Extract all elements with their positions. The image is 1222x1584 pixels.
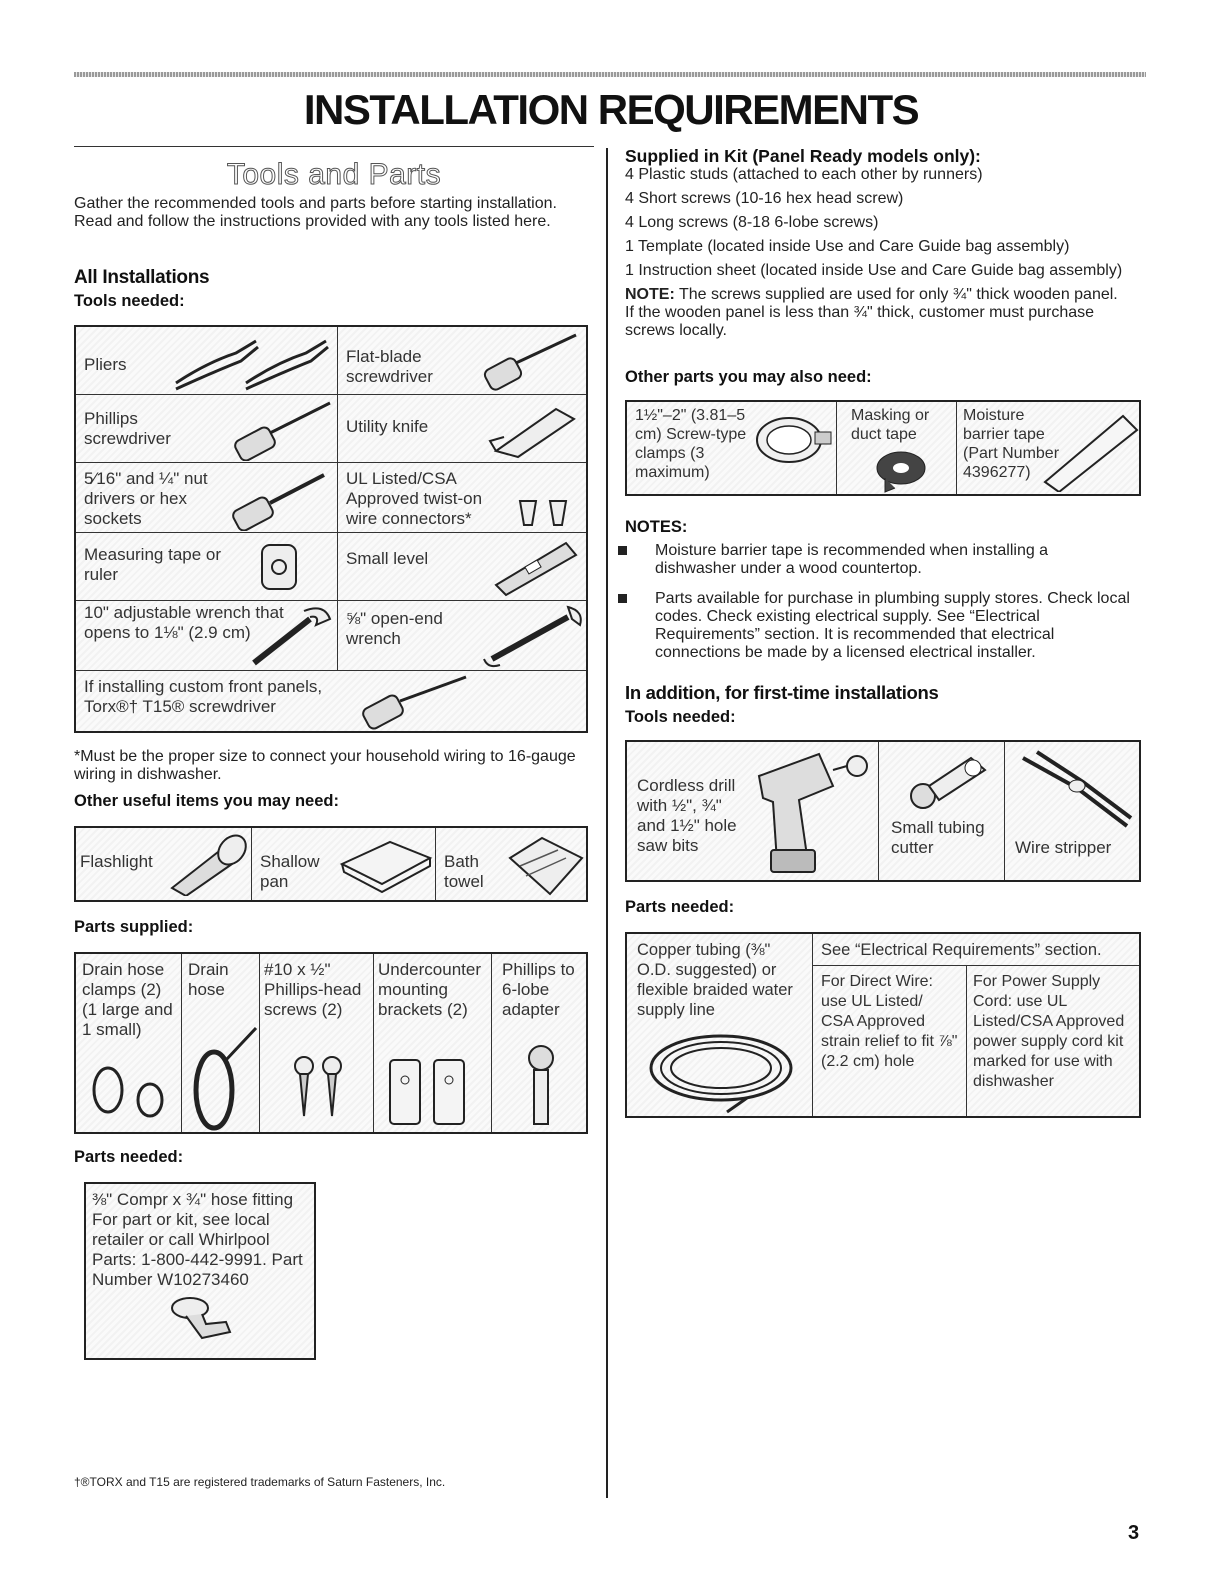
first-time-heading: In addition, for first-time installations [625, 682, 939, 703]
section-rule [74, 146, 594, 147]
part-duct-tape: Masking or duct tape [837, 402, 957, 494]
adapter-icon [516, 1044, 566, 1134]
other-parts-table [625, 400, 1141, 496]
fitting-line-4: Parts: 1-800-442-9991. Part [92, 1250, 303, 1269]
part-copper-tubing: Copper tubing (⅜" O.D. suggested) or flexible braided water supply line [627, 934, 813, 1116]
bullet [618, 546, 627, 555]
footnote: †®TORX and T15 are registered trademarks of Saturn Fasteners, Inc. [74, 1475, 446, 1489]
duct-tape-icon [871, 448, 931, 494]
fitting-line-1: ⅜" Compr x ¾" hose fitting [92, 1190, 294, 1209]
tool-open-end-wrench: ⅝" open-end wrench [338, 601, 586, 671]
parts-needed-label: Parts needed: [74, 1148, 184, 1166]
kit-note-text: The screws supplied are used for only ¾" thick wooden panel. If the wooden panel is less than ¾" thick, customer must purchase screws locally. [625, 286, 1118, 339]
tool-torx: If installing custom front panels, Torx®† T15® screwdriver [84, 677, 323, 716]
part-moisture-tape: Moisture barrier tape (Part Number 4396277) [963, 407, 1060, 481]
tool-pliers: Pliers [76, 327, 338, 395]
copper-tubing-icon [637, 1026, 813, 1114]
pan-icon [338, 836, 434, 894]
flat-screwdriver-icon [476, 331, 586, 393]
kit-item: 1 Template (located inside Use and Care Guide bag assembly) [625, 238, 1070, 255]
part-hose-clamps: Drain hose clamps (2) (1 large and 1 small) [76, 954, 182, 1132]
item-bath-towel: Bath towel [444, 852, 484, 891]
part-brackets: Undercounter mounting brackets (2) [374, 954, 492, 1132]
first-time-tools-label: Tools needed: [625, 708, 736, 726]
first-time-tools-table [625, 740, 1141, 882]
part-screw-clamps: 1½"–2" (3.81–5 cm) Screw-type clamps (3 maximum) [627, 402, 837, 494]
kit-item: 4 Long screws (8-18 6-lobe screws) [625, 214, 879, 231]
asterisk-note: *Must be the proper size to connect your household wiring to 16-gauge wiring in dishwasher. [74, 748, 576, 783]
kit-item: 4 Short screws (10-16 hex head screw) [625, 190, 904, 207]
fitting-line-3: retailer or call Whirlpool [92, 1230, 270, 1249]
tool-wire-connectors: UL Listed/CSA Approved twist-on wire connectors* [338, 463, 586, 533]
useful-items-table [74, 826, 588, 902]
tool-phillips: Phillips screwdriver [76, 395, 338, 463]
wire-stripper-icon [1017, 748, 1137, 838]
tool-wire-stripper: Wire stripper [1015, 838, 1112, 857]
column-divider [606, 148, 608, 1498]
kit-item: 1 Instruction sheet (located inside Use and Care Guide bag assembly) [625, 262, 1123, 279]
other-parts-label: Other parts you may also need: [625, 368, 872, 386]
tool-nut-drivers: 5⁄16" and ¼" nut drivers or hex sockets [76, 463, 338, 533]
other-useful-label: Other useful items you may need: [74, 792, 339, 810]
part-electrical-req: See “Electrical Requirements” section. [813, 934, 1139, 966]
hose-fitting-icon [166, 1292, 246, 1348]
tool-measuring-tape: Measuring tape or ruler [76, 533, 338, 601]
bracket-icon [382, 1050, 482, 1130]
tubing-cutter-icon [899, 748, 999, 818]
tools-needed-label: Tools needed: [74, 292, 185, 310]
utility-knife-icon [486, 401, 581, 459]
wire-connector-icon [516, 499, 576, 529]
part-adapter: Phillips to 6-lobe adapter [502, 960, 575, 1019]
page-number: 3 [1128, 1522, 1140, 1544]
tools-table [74, 325, 588, 733]
drain-hose-icon [186, 1024, 260, 1132]
note-item: Parts available for purchase in plumbing supply stores. Check local codes. Check existing electrical supply. See “Electrical Requirements” section. It is recommended that electrical connections be made by a licensed electrical installer. [655, 590, 1130, 661]
fitting-line-2: For part or kit, see local [92, 1210, 270, 1229]
section-heading: Tools and Parts [226, 158, 442, 191]
screws-icon [286, 1054, 356, 1124]
kit-item: 4 Plastic studs (attached to each other by runners) [625, 166, 983, 183]
part-screws: #10 x ½" Phillips-head screws (2) [260, 954, 374, 1132]
pliers-icon [166, 333, 336, 393]
item-flashlight: Flashlight [76, 828, 252, 900]
nut-driver-icon [226, 467, 336, 531]
part-drain-hose: Drain hose [182, 954, 260, 1132]
tool-utility-knife: Utility knife [338, 395, 586, 463]
part-direct-wire: For Direct Wire: use UL Listed/ CSA Approved strain relief to fit ⅞" (2.2 cm) hole [813, 966, 967, 1116]
hose-clamp-icon [86, 1050, 176, 1130]
bullet [618, 594, 627, 603]
screw-clamp-icon [751, 410, 835, 470]
parts-supplied-table [74, 952, 588, 1134]
note-item: Moisture barrier tape is recommended when installing a dishwasher under a wood countertop. [655, 542, 1049, 577]
tool-adjustable-wrench: 10" adjustable wrench that opens to 1⅛" (2.9 cm) [76, 601, 338, 671]
parts-supplied-label: Parts supplied: [74, 918, 194, 936]
notes-heading: NOTES: [625, 518, 688, 536]
part-power-cord: For Power Supply Cord: use UL Listed/CSA Approved power supply cord kit marked for use with dishwasher [973, 973, 1125, 1090]
first-time-parts-label: Parts needed: [625, 898, 735, 916]
tool-tubing-cutter: Small tubing cutter [879, 742, 1005, 880]
moisture-tape-icon [1039, 412, 1139, 492]
page-title: INSTALLATION REQUIREMENTS [303, 86, 919, 133]
tool-cordless-drill: Cordless drill with ½", ¾" and 1½" hole saw bits [627, 742, 879, 880]
kit-heading: Supplied in Kit (Panel Ready models only): [625, 146, 981, 166]
tool-small-level: Small level [338, 533, 586, 601]
towel-icon [506, 834, 586, 898]
fitting-line-5: Number W10273460 [92, 1270, 249, 1289]
phillips-screwdriver-icon [226, 397, 336, 461]
open-end-wrench-icon [476, 603, 586, 669]
top-rule [74, 72, 1146, 77]
adjustable-wrench-icon [246, 603, 336, 669]
item-shallow-pan: Shallow pan [252, 828, 436, 900]
tool-flat-blade: Flat-blade screwdriver [338, 327, 586, 395]
level-icon [486, 535, 581, 597]
hose-fitting-box [84, 1182, 316, 1360]
measuring-tape-icon [256, 537, 306, 597]
kit-note-label: NOTE: [625, 286, 675, 303]
drill-icon [749, 746, 875, 876]
torx-screwdriver-icon [356, 675, 476, 731]
first-time-parts-table [625, 932, 1141, 1118]
all-installations-heading: All Installations [74, 267, 210, 288]
intro-text: Gather the recommended tools and parts before starting installation. Read and follow the instructions provided with any tools listed here. [74, 195, 557, 230]
flashlight-icon [162, 832, 250, 896]
